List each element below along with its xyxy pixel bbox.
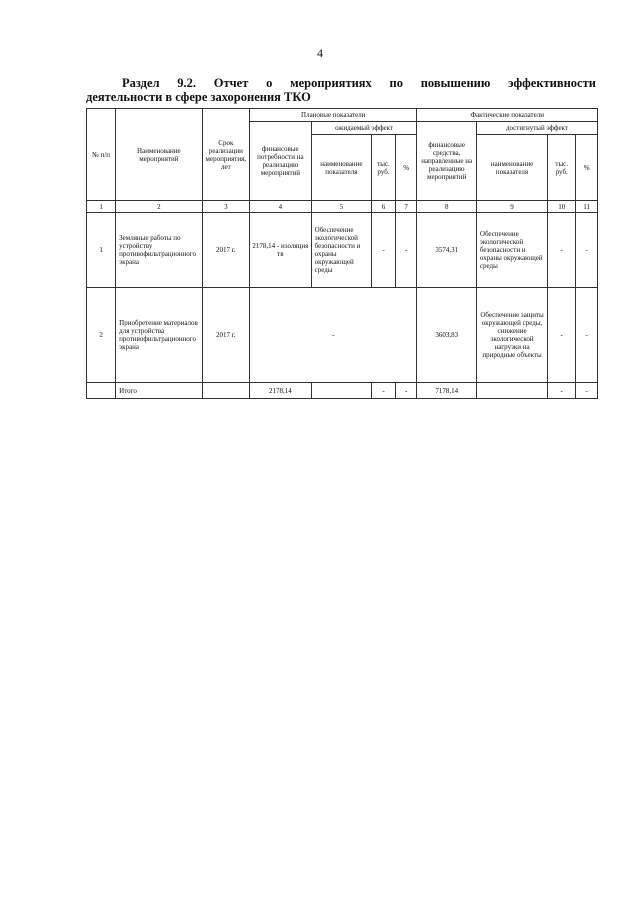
header-plan-pct: % (395, 135, 417, 201)
col-number: 5 (311, 201, 371, 213)
row-num: 2 (87, 288, 116, 383)
col-number: 3 (202, 201, 250, 213)
row-plan-merged: - (250, 288, 417, 383)
col-number: 11 (576, 201, 598, 213)
header-fact: Фактические показатели (417, 109, 598, 122)
header-term: Срок реализации мероприятия, лет (202, 109, 250, 201)
row-term: 2017 г. (202, 288, 250, 383)
header-fact-fin: финансовые средства, направленные на реализацию мероприятий (417, 122, 476, 201)
row-num: 1 (87, 213, 116, 288)
row-name: Приобретение материалов для устройства противофильтрационного экрана (116, 288, 202, 383)
header-fact-pct: % (576, 135, 598, 201)
section-title (86, 76, 596, 104)
row-fact-fin: 3603,83 (417, 288, 476, 383)
title-word: 9.2. (177, 76, 197, 90)
total-plan-rub: - (372, 383, 396, 399)
total-fact-fin: 7178,14 (417, 383, 476, 399)
header-fact-effect: достигнутый эффект (476, 122, 597, 135)
total-fact-rub: - (548, 383, 576, 399)
row-plan-pct: - (395, 213, 417, 288)
header-plan-rub: тыс. руб. (372, 135, 396, 201)
row-fact-pct: - (576, 288, 598, 383)
title-word: Раздел (122, 76, 160, 90)
header-fact-rub: тыс. руб. (548, 135, 576, 201)
col-number: 1 (87, 201, 116, 213)
row-fact-pct: - (576, 213, 598, 288)
row-term: 2017 г. (202, 213, 250, 288)
col-number: 10 (548, 201, 576, 213)
row-fact-fin: 3574,31 (417, 213, 476, 288)
row-plan-fin: 2178,14 - изоляция тв (250, 213, 312, 288)
header-plan-fin: финансовые потребности на реализацию мероприятий (250, 122, 312, 201)
total-plan-fin: 2178,14 (250, 383, 312, 399)
row-name: Земляные работы по устройству противофильтрационного экрана (116, 213, 202, 288)
total-label: Итого (116, 383, 202, 399)
title-word: о (266, 76, 273, 90)
row-plan-rub: - (372, 213, 396, 288)
title-word: повышению (420, 76, 491, 90)
title-word: мероприятиях (290, 76, 372, 90)
header-name: Наименование мероприятий (116, 109, 202, 201)
title-line-1 (86, 76, 596, 90)
row-fact-ind: Обеспечение защиты окружающей среды, снижение экологической нагрузки на природные объекты (476, 288, 547, 383)
col-number: 2 (116, 201, 202, 213)
row-fact-rub: - (548, 288, 576, 383)
title-word: эффективности (508, 76, 596, 90)
row-fact-rub: - (548, 213, 576, 288)
title-word: Отчет (213, 76, 249, 90)
header-plan-ind: наименование показателя (311, 135, 371, 201)
header-fact-ind: наименование показателя (476, 135, 547, 201)
col-number: 6 (372, 201, 396, 213)
col-number: 7 (395, 201, 417, 213)
col-number: 9 (476, 201, 547, 213)
title-word: по (389, 76, 403, 90)
col-number: 8 (417, 201, 476, 213)
page-number: 4 (317, 46, 323, 60)
table-row (87, 288, 598, 383)
header-plan-effect: ожидаемый эффект (311, 122, 417, 135)
table-row (87, 213, 598, 288)
total-plan-pct: - (395, 383, 417, 399)
header-num: № п/п (87, 109, 116, 201)
header-plan: Плановые показатели (250, 109, 417, 122)
report-table (86, 108, 598, 399)
total-row (87, 383, 598, 399)
total-fact-pct: - (576, 383, 598, 399)
col-number: 4 (250, 201, 312, 213)
row-fact-ind: Обеспечение экологической безопасности и охраны окружающей среды (476, 213, 547, 288)
title-line-2: деятельности в сфере захоронения ТКО (86, 90, 311, 104)
row-plan-ind: Обеспечение экологической безопасности и охраны окружающей среды (311, 213, 371, 288)
